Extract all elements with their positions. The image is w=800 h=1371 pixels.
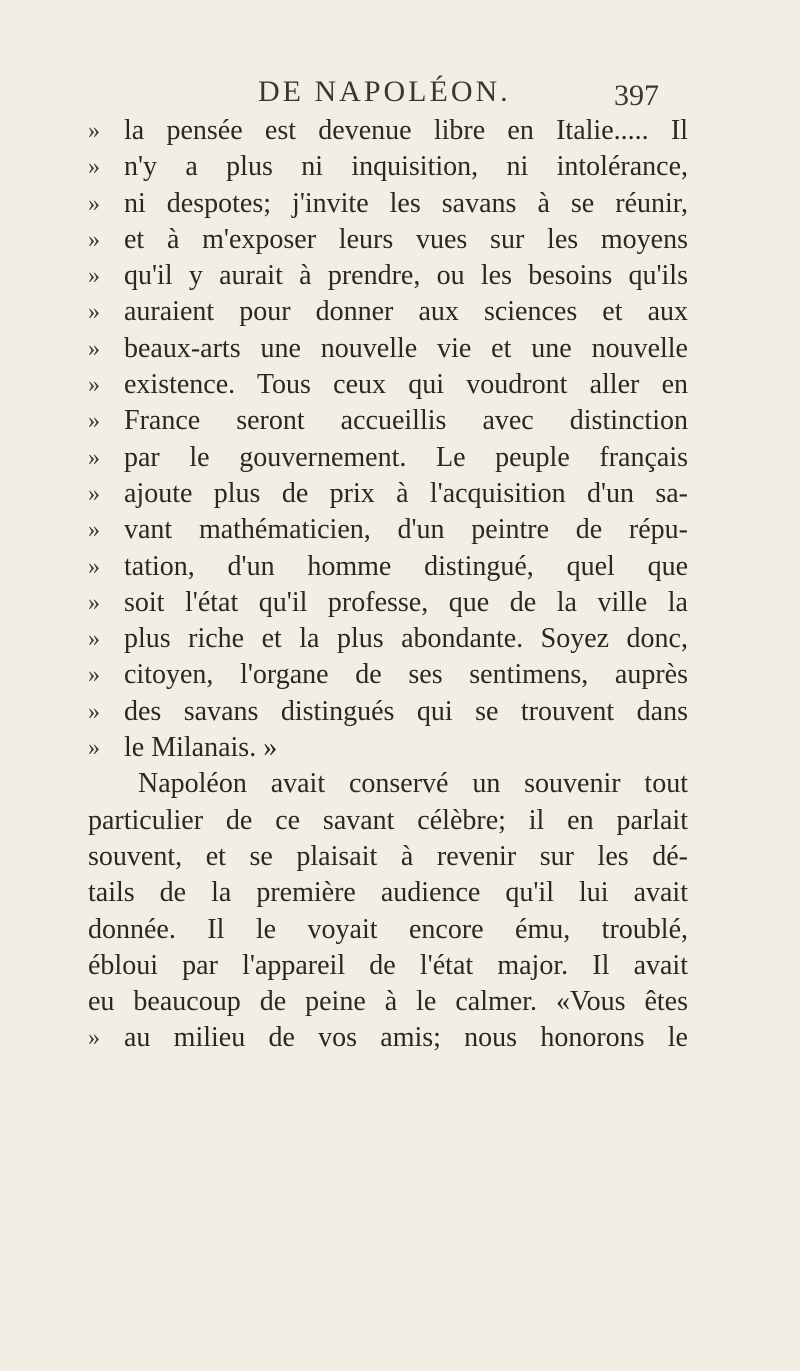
line-text: donnée. Il le voyait encore ému, troublé, (88, 913, 688, 945)
body-text (88, 113, 688, 1057)
line-text: tails de la première audience qu'il lui avait (88, 877, 688, 909)
line-text: au milieu de vos amis; nous honorons le (124, 1022, 688, 1054)
line-text: ébloui par l'appareil de l'état major. Il avait (88, 949, 688, 981)
line-text: par le gouvernement. Le peuple français (124, 441, 688, 473)
quote-mark: » (88, 480, 100, 507)
line-text: plus riche et la plus abondante. Soyez donc, (124, 623, 688, 655)
line-text: la pensée est devenue libre en Italie..... Il (124, 115, 688, 146)
text-line (88, 621, 688, 657)
text-line (88, 512, 688, 548)
quote-mark: » (88, 662, 100, 689)
text-line (88, 948, 688, 984)
quote-mark: » (88, 154, 100, 181)
text-line (88, 403, 688, 439)
quote-mark: » (88, 698, 100, 725)
text-line (88, 149, 688, 185)
quote-mark: » (88, 626, 100, 653)
line-text: France seront accueillis avec distinction (124, 405, 688, 437)
quote-mark: » (88, 408, 100, 435)
line-text: souvent, et se plaisait à revenir sur les dé- (88, 840, 688, 872)
line-text: qu'il y aurait à prendre, ou les besoins qu'ils (124, 260, 688, 292)
text-line (88, 984, 688, 1020)
text-line (88, 875, 688, 911)
text-line (88, 549, 688, 585)
text-line (88, 367, 688, 403)
line-text: beaux-arts une nouvelle vie et une nouvelle (124, 332, 688, 364)
text-line (88, 258, 688, 294)
line-text: soit l'état qu'il professe, que de la ville la (124, 586, 688, 618)
text-line (88, 1020, 688, 1056)
quote-mark: » (88, 1025, 100, 1052)
line-text: Napoléon avait conservé un souvenir tout (138, 768, 688, 800)
text-line (88, 294, 688, 330)
quote-mark: » (88, 118, 100, 144)
line-text: le Milanais. » (124, 732, 278, 764)
text-line (88, 730, 688, 766)
quote-mark: » (88, 553, 100, 580)
running-title: DE NAPOLÉON. (258, 75, 511, 108)
quote-mark: » (88, 444, 100, 471)
line-text: citoyen, l'organe de ses sentimens, auprès (124, 659, 688, 691)
text-line (88, 476, 688, 512)
text-line (88, 440, 688, 476)
line-text: existence. Tous ceux qui voudront aller en (124, 369, 688, 401)
quote-mark: » (88, 517, 100, 544)
line-text: n'y a plus ni inquisition, ni intolérance, (124, 151, 688, 183)
text-line (88, 331, 688, 367)
page-number: 397 (614, 79, 659, 112)
text-line (88, 222, 688, 258)
quote-mark: » (88, 299, 100, 326)
quote-mark: » (88, 335, 100, 362)
text-line (88, 803, 688, 839)
quote-mark: » (88, 735, 100, 762)
text-line (88, 766, 688, 802)
text-line (88, 186, 688, 222)
line-text: tation, d'un homme distingué, quel que (124, 550, 688, 582)
text-line (88, 113, 688, 149)
quote-mark: » (88, 190, 100, 217)
line-text: eu beaucoup de peine à le calmer. «Vous êtes (88, 986, 688, 1018)
line-text: particulier de ce savant célèbre; il en parlait (88, 804, 688, 836)
text-line (88, 912, 688, 948)
quote-mark: » (88, 226, 100, 253)
text-line (88, 657, 688, 693)
line-text: ni despotes; j'invite les savans à se réunir, (124, 187, 688, 219)
line-text: et à m'exposer leurs vues sur les moyens (124, 223, 688, 255)
line-text: auraient pour donner aux sciences et aux (124, 296, 688, 328)
line-text: ajoute plus de prix à l'acquisition d'un sa- (124, 477, 688, 509)
quote-mark: » (88, 263, 100, 290)
text-line (88, 694, 688, 730)
text-line (88, 585, 688, 621)
text-line (88, 839, 688, 875)
page-header (0, 75, 800, 115)
line-text: des savans distingués qui se trouvent dans (124, 695, 688, 727)
quote-mark: » (88, 372, 100, 399)
line-text: vant mathématicien, d'un peintre de répu- (124, 514, 688, 546)
quote-mark: » (88, 589, 100, 616)
